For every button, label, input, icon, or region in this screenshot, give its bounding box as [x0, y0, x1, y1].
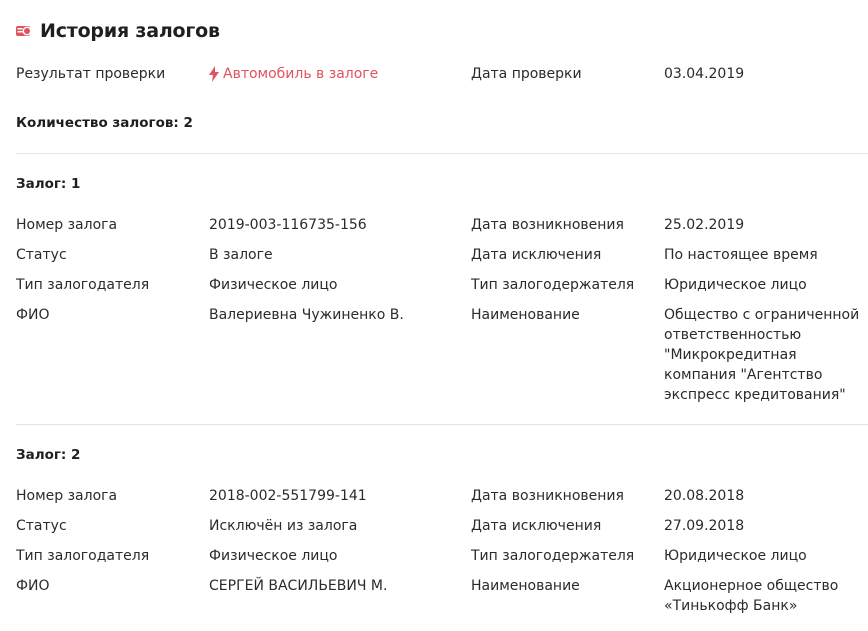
number-label: Номер залога [16, 217, 118, 233]
status-label: Статус [16, 247, 67, 263]
date-end-label: Дата исключения [471, 518, 602, 534]
pledge-row-type [16, 546, 868, 566]
date-start-value: 20.08.2018 [664, 488, 745, 504]
pledgee-type-label: Тип залогодержателя [471, 277, 635, 293]
lightning-icon [209, 66, 219, 82]
date-start-label: Дата возникновения [471, 488, 624, 504]
pledge-row-number [16, 486, 868, 506]
pledge-row-status [16, 516, 868, 536]
number-value: 2019-003-116735-156 [209, 217, 367, 233]
pledgee-type-value: Юридическое лицо [664, 548, 807, 564]
check-result-text: Автомобиль в залоге [223, 66, 379, 82]
pledgor-type-value: Физическое лицо [209, 548, 338, 564]
pledge-title: Залог: 1 [16, 176, 81, 192]
pledgor-type-label: Тип залогодателя [16, 277, 150, 293]
date-end-value: 27.09.2018 [664, 518, 745, 534]
page-title: История залогов [40, 20, 220, 42]
divider [16, 424, 868, 425]
pledge-count: Количество залогов: 2 [16, 115, 193, 131]
pledgor-type-label: Тип залогодателя [16, 548, 150, 564]
date-end-label: Дата исключения [471, 247, 602, 263]
check-result-label: Результат проверки [16, 66, 166, 82]
pledge-title: Залог: 2 [16, 447, 81, 463]
pledge-row-number [16, 215, 868, 235]
fio-value: СЕРГЕЙ ВАСИЛЬЕВИЧ М. [209, 578, 388, 594]
date-start-label: Дата возникновения [471, 217, 624, 233]
car-pledge-icon [16, 23, 34, 39]
status-label: Статус [16, 518, 67, 534]
fio-label: ФИО [16, 307, 50, 323]
name-label: Наименование [471, 578, 580, 594]
pledgee-type-value: Юридическое лицо [664, 277, 807, 293]
status-value: В залоге [209, 247, 273, 263]
pledge-row-name [16, 305, 868, 403]
pledge-row-type [16, 275, 868, 295]
fio-value: Валериевна Чужиненко В. [209, 307, 404, 323]
name-value: Общество с ограниченной ответственностью "Микрокредитная компания "Агентство экспресс кредитования" [664, 307, 860, 403]
pledgee-type-label: Тип залогодержателя [471, 548, 635, 564]
fio-label: ФИО [16, 578, 50, 594]
number-value: 2018-002-551799-141 [209, 488, 367, 504]
status-value: Исключён из залога [209, 518, 358, 534]
name-value: Акционерное общество «Тинькофф Банк» [664, 578, 839, 614]
pledge-row-name [16, 576, 868, 614]
check-date-label: Дата проверки [471, 66, 582, 82]
number-label: Номер залога [16, 488, 118, 504]
check-result-value [209, 64, 378, 84]
pledge-row-status [16, 245, 868, 265]
divider [16, 153, 868, 154]
name-label: Наименование [471, 307, 580, 323]
check-result-row [16, 64, 868, 84]
check-date-value: 03.04.2019 [664, 66, 745, 82]
section-header [16, 18, 220, 44]
pledgor-type-value: Физическое лицо [209, 277, 338, 293]
date-start-value: 25.02.2019 [664, 217, 745, 233]
date-end-value: По настоящее время [664, 247, 818, 263]
